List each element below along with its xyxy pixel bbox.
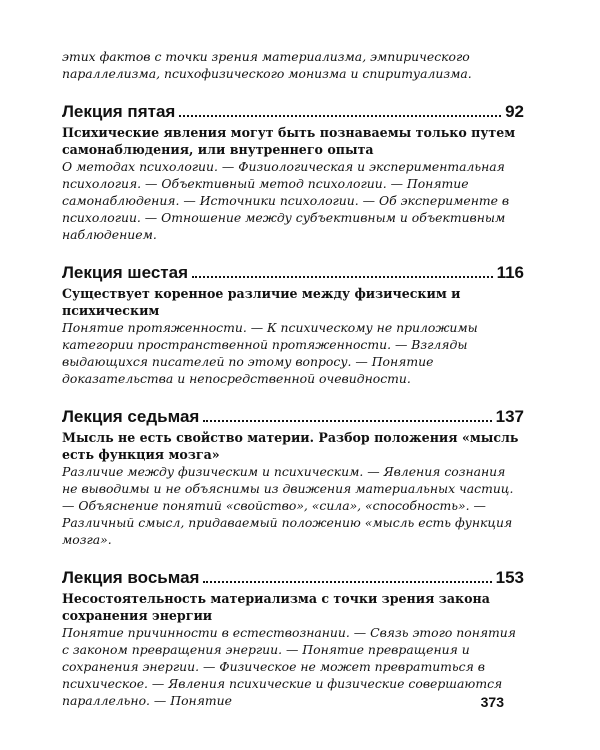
lecture-summary: Понятие протяженности. — К психическому не приложимы категории пространственной протяженности. — Взгляды выдающихся писателей по этому вопросу. — Понятие доказательства и непосредственной очевидности. <box>62 320 478 386</box>
lecture-title: Лекция шестая <box>62 263 188 282</box>
lecture-subtitle: Мысль не есть свойство материи. Разбор положения «мысль есть функция мозга» <box>62 430 519 462</box>
lecture-heading <box>62 568 524 588</box>
lecture-entry-6 <box>62 263 524 387</box>
page-number: 373 <box>480 694 504 710</box>
lecture-page-number: 116 <box>496 263 524 282</box>
lecture-page-number: 153 <box>495 568 524 587</box>
lecture-heading <box>62 263 524 283</box>
lecture-heading <box>62 407 524 427</box>
lecture-entry-7 <box>62 407 524 548</box>
lecture-page-number: 92 <box>505 102 524 121</box>
dot-leader <box>203 581 491 583</box>
toc-page <box>62 48 524 709</box>
dot-leader <box>179 115 501 117</box>
lecture-summary: Понятие причинности в естествознании. — Связь этого понятия с законом превращения энергии. — Понятие превращения и сохранения энергии. — Физическое не может превратиться в психическое. — Явления психические и физические совершаются параллельно. — Понятие <box>62 625 516 708</box>
lecture-subtitle: Несостоятельность материализма с точки зрения закона сохранения энергии <box>62 591 490 623</box>
lecture-page-number: 137 <box>495 407 524 426</box>
lecture-title: Лекция восьмая <box>62 568 200 587</box>
dot-leader <box>203 420 491 422</box>
dot-leader <box>192 276 493 278</box>
lecture-entry-8 <box>62 568 524 709</box>
lecture-summary: Различие между физическим и психическим. — Явления сознания не выводимы и не объяснимы из движения материальных частиц. — Объяснение понятий «свойство», «сила», «способность». — Различный смысл, придаваемый положению «мысль есть функция мозга». <box>62 464 514 547</box>
lecture-entry-5 <box>62 102 524 243</box>
lecture-summary: О методах психологии. — Физиологическая и экспериментальная психология. — Объективный метод психологии. — Понятие самонаблюдения. — Источники психологии. — Об эксперименте в психологии. — Отношение между субъективным и объективным наблюдением. <box>62 159 510 242</box>
intro-text: этих фактов с точки зрения материализма, эмпирического параллелизма, психофизического монизма и спиритуализма. <box>62 49 472 81</box>
lecture-subtitle: Существует коренное различие между физическим и психическим <box>62 286 461 318</box>
lecture-title: Лекция седьмая <box>62 407 200 426</box>
lecture-heading <box>62 102 524 122</box>
lecture-title: Лекция пятая <box>62 102 176 121</box>
lecture-subtitle: Психические явления могут быть познаваемы только путем самонаблюдения, или внутреннего опыта <box>62 125 516 157</box>
